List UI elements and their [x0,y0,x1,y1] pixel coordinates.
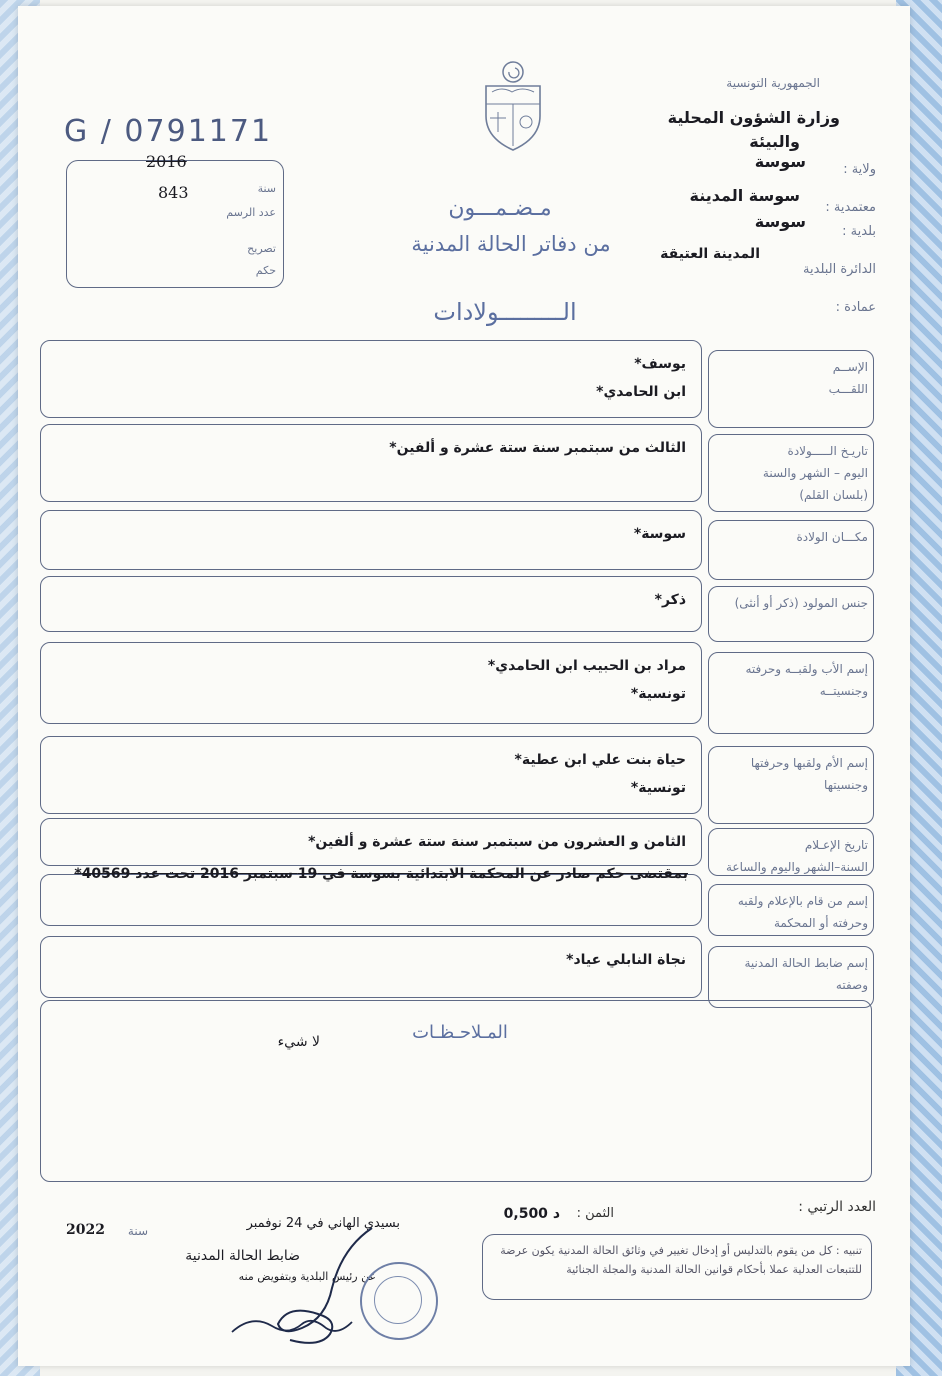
field-label: وجنسيتها [824,778,868,792]
field-label: وصفته [835,978,868,992]
remarks-value: لا شيء [277,1034,320,1050]
field-value-box [40,340,702,418]
field-label: اليوم – الشهر والسنة [762,466,868,480]
state-value: سوسة [754,152,806,171]
place-date: بسيدي الهاني في 24 نوفمبر [246,1216,400,1231]
field-value: بمقتضى حكم صادر عن المحكمة الابتدائية بسوسة في 19 سبتمبر 2016 تحت عدد 40569* [74,866,688,882]
field-label: إسم ضابط الحالة المدنية [744,956,868,970]
registration-number: 843 [158,183,189,202]
field-value-box [40,424,702,502]
field-value: الثامن و العشرون من سبتمبر سنة ستة عشرة و ألفين* [308,834,686,850]
district-label: الدائرة البلدية [803,262,876,277]
title-births: الـــــــــولادات [433,298,577,326]
year-value: 2022 [66,1222,105,1238]
officer-title: ضابط الحالة المدنية [185,1248,300,1264]
field-value: مراد بن الحبيب ابن الحامدي* [487,658,686,674]
field-label: تاريـخ الـــــولادة [787,444,868,458]
municipality-value: سوسة [754,212,806,231]
field-value: حياة بنت علي ابن عطية* [514,752,686,768]
field-value: ابن الحامدي* [596,384,686,400]
field-value-box [40,736,702,814]
delegation-label: معتمدية : [825,200,876,215]
state-label: ولاية : [843,162,876,177]
field-value: تونسية* [630,686,686,702]
field-label: السنة–الشهر واليوم والساعة [725,860,868,874]
label-declaration: تصريح [247,242,276,255]
field-label: اللقـــب [828,382,868,396]
field-value: نجاة النابلي عياد* [566,952,686,968]
field-label: وحرفته أو المحكمة [773,916,868,930]
field-value: تونسية* [630,780,686,796]
republic-label: الجمهورية التونسية [726,76,820,90]
field-value: سوسة* [633,526,686,542]
field-value: يوسف* [634,356,686,372]
field-label: إسم الأب ولقبــه وحرفته [745,662,868,676]
tunisia-coat-of-arms-icon [478,60,548,152]
registration-year: 2016 [146,152,187,171]
field-label: الإســم [832,360,868,374]
year-label: سنة [127,1224,148,1238]
label-year: سنة [257,182,276,195]
field-label: تاريخ الإعـلام [804,838,868,852]
title-content: مـضـمـــون [448,196,552,221]
label-judgment: حكم [255,264,276,277]
form-number: G / 0791171 [64,114,273,149]
field-label: وجنسيتــه [819,684,868,698]
field-label: (بلسان القلم) [799,488,868,502]
serial-label: العدد الرتبي : [798,1199,876,1215]
ministry-line2: والبيئة [749,132,800,151]
field-value: ذكر* [654,592,686,608]
municipality-label: بلدية : [842,224,876,239]
price-value: 0,500 د [503,1206,560,1222]
omda-label: عمادة : [835,300,876,315]
notice-text: تنبيه : كل من يقوم بالتدليس أو إدخال تغيير في وثائق الحالة المدنية يكون عرضة للتتبعات العدلية عملا بأحكام قوانين الحالة المدنية والمجلة الجنائية [500,1244,862,1276]
district-value: المدينة العتيقة [660,246,760,262]
officer-signature [222,1220,382,1350]
field-value-box [40,642,702,724]
title-civil-registry: من دفاتر الحالة المدنية [411,232,611,256]
field-label: مكـــان الولادة [796,530,868,544]
field-label: إسم من قام بالإعلام ولقبه [737,894,868,908]
remarks-label: المـلاحـظـات [412,1022,508,1043]
field-label: جنس المولود (ذكر أو أنثى) [734,596,868,610]
label-record-number: عدد الرسم [226,206,276,219]
officer-delegation: عن رئيس البلدية وبتفويض منه [238,1270,376,1283]
field-label: إسم الأم ولقبها وحرفتها [750,756,868,770]
field-value: الثالث من سبتمبر سنة ستة عشرة و ألفين* [389,440,686,456]
ministry-line1: وزارة الشؤون المحلية [667,108,840,127]
price-label: الثمن : [576,1206,614,1221]
delegation-value: سوسة المدينة [689,186,800,205]
